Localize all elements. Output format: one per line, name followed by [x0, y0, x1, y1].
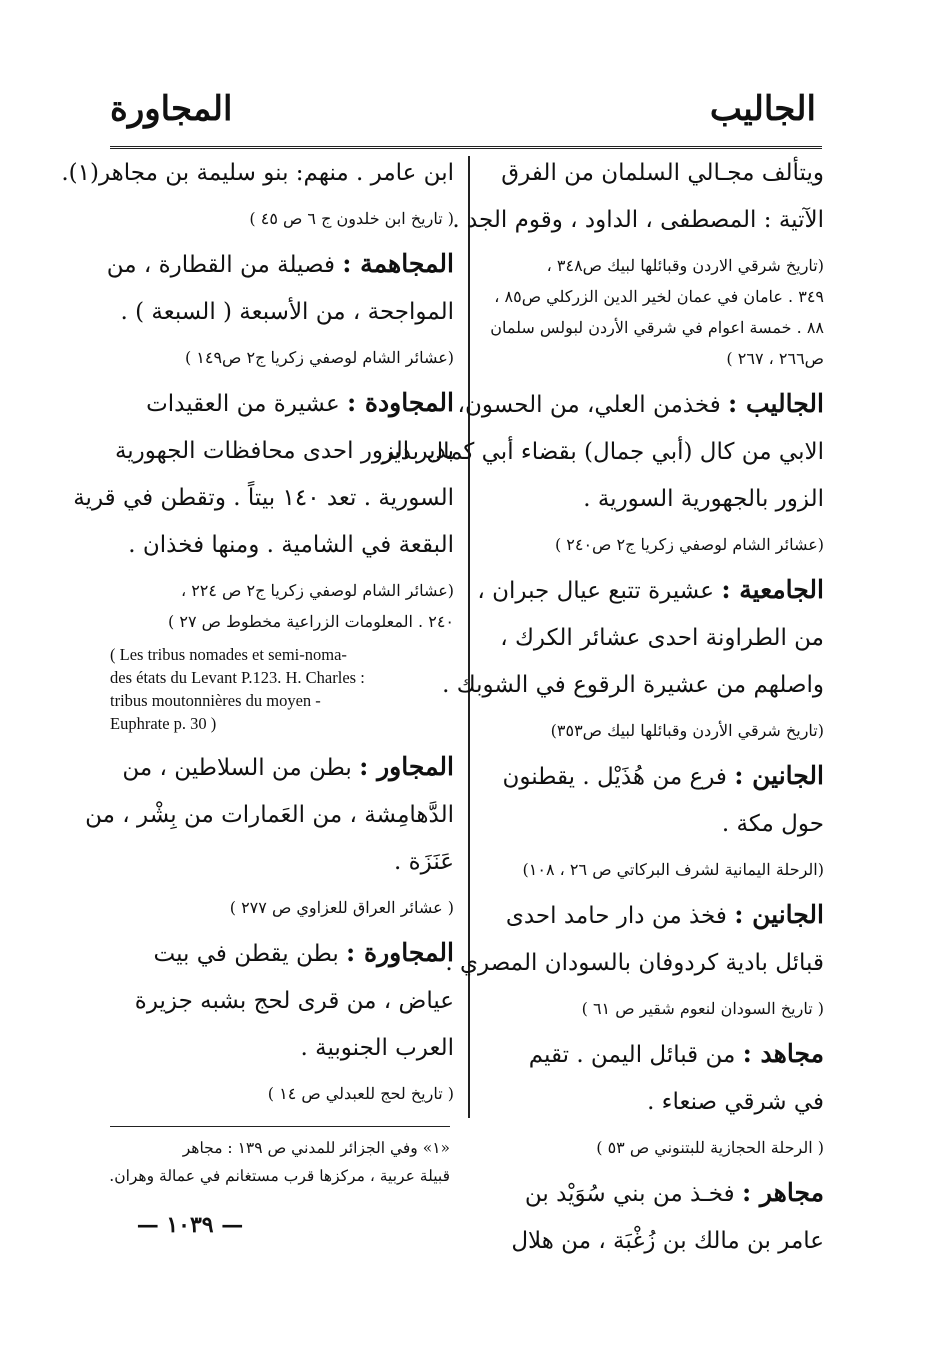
- text-line: عَنَزَة .: [393, 849, 454, 875]
- footnote: [110, 1134, 450, 1190]
- reference-line: des états du Levant P.123. H. Charles :: [110, 668, 365, 687]
- entry-heading: المجاهمة :: [342, 249, 454, 278]
- page-header-right: الجاليب: [709, 89, 816, 129]
- text-line: من قبائل اليمن . تقيم: [528, 1042, 736, 1068]
- entry-al-majawida: [73, 379, 454, 569]
- reference-line: ( عشائر العراق للعزاوي ص ٢٧٧ ): [229, 898, 454, 917]
- entry-al-janin-2: [445, 891, 824, 987]
- entry-heading: الجامعية :: [721, 575, 824, 604]
- reference-line: ٨٨ . خمسة اعوام في شرقي الأردن لبولس سلمان: [490, 318, 824, 337]
- reference-block: [488, 993, 824, 1024]
- text-line: العرب الجنوبية .: [300, 1035, 454, 1061]
- reference-line: (عشائر الشام لوصفي زكريا ج٢ ص ٢٢٤ ،: [180, 581, 454, 600]
- text-line: عشيرة تتبع عيال جبران ،: [477, 578, 715, 604]
- text-line: فخذ من دار حامد احدى: [505, 903, 727, 929]
- entry-al-majahima: [106, 240, 454, 336]
- entry-heading: مجاهد :: [742, 1039, 824, 1068]
- reference-line: ( تاريخ السودان لنعوم شقير ص ٦١ ): [581, 999, 824, 1018]
- reference-block: [110, 342, 454, 373]
- text-line: المواجحة ، من الأسبعة ( السبعة ) .: [120, 299, 454, 325]
- text-line: بدير الزور احدى محافظات الجهورية: [114, 438, 454, 464]
- text-line: الدَّهامِشة ، من العَمارات من بِشْر ، من: [85, 802, 454, 828]
- reference-line: tribus moutonnières du moyen -: [110, 691, 321, 710]
- text-line: فخـذ من بني سُوَيْد بن: [524, 1181, 735, 1207]
- text-line: عامر بن مالك بن زُغْبَة ، من هلال: [511, 1228, 824, 1254]
- text-line: من الطراونة احدى عشائر الكرك ،: [500, 625, 824, 651]
- text-line: ابن عامر . منهم: بنو سليمة بن مجاهر(١).: [61, 160, 454, 186]
- text-line: الزور بالجهورية السورية .: [583, 486, 824, 512]
- text-line: الآتية : المصطفى ، الداود ، وقوم الجد .: [452, 207, 824, 233]
- reference-line: ( Les tribus nomades et semi-noma-: [110, 645, 347, 664]
- text-line: حول مكة .: [721, 811, 824, 837]
- entry-heading: الجانين :: [734, 900, 824, 929]
- entry-mujahid: [488, 1030, 824, 1126]
- reference-block: [488, 854, 824, 885]
- text-line: البقعة في الشامية . ومنها فخذان .: [128, 532, 454, 558]
- text-line: بطن من السلاطين ، من: [122, 755, 352, 781]
- text-line: فخذمن العلي، من الحسون،: [457, 392, 721, 418]
- reference-line: (الرحلة اليمانية لشرف البركاتي ص ٢٦ ، ١٠٨): [522, 860, 824, 879]
- entry-heading: الجاليب :: [728, 389, 824, 418]
- left-column: [61, 150, 454, 1115]
- entry-al-janin-1: [488, 752, 824, 848]
- reference-block: [488, 1132, 824, 1163]
- header-divider: [110, 146, 822, 149]
- reference-block: [110, 1078, 454, 1109]
- entry-majali-continued: [452, 150, 824, 244]
- entry-al-jamiiya: [442, 566, 824, 709]
- reference-line: ( تاريخ لحج للعبدلي ص ١٤ ): [267, 1084, 454, 1103]
- text-line: فصيلة من القطارة ، من: [106, 252, 335, 278]
- reference-line: ( تاريخ ابن خلدون ج ٦ ص ٤٥ ): [249, 209, 454, 228]
- reference-block: [110, 892, 454, 923]
- french-reference: [110, 643, 454, 735]
- entry-heading: المجاور :: [359, 752, 454, 781]
- reference-line: (تاريخ شرقي الاردن وقبائلها لبيك ص٣٤٨ ،: [546, 256, 824, 275]
- page-number: — ١٠٣٩ —: [136, 1212, 244, 1238]
- text-line: في شرقي صنعاء .: [647, 1089, 824, 1115]
- reference-line: (عشائر الشام لوصفي زكريا ج٢ ص١٤٩ ): [184, 348, 454, 367]
- reference-line: ص٢٦٦ ، ٢٦٧ ): [726, 349, 824, 368]
- page-header-left: المجاورة: [110, 89, 233, 129]
- entry-mujahir-continued: [61, 150, 454, 197]
- entry-heading: المجاورة :: [346, 938, 454, 967]
- entry-heading: الجانين :: [734, 761, 824, 790]
- reference-block: [488, 529, 824, 560]
- reference-line: (عشائر الشام لوصفي زكريا ج٢ ص٢٤٠ ): [554, 535, 824, 554]
- reference-block: [110, 203, 454, 234]
- reference-line: Euphrate p. 30 ): [110, 714, 217, 733]
- entry-mujahir: [488, 1169, 824, 1265]
- text-line: قبائل بادية كردوفان بالسودان المصري .: [445, 950, 824, 976]
- text-line: بطن يقطن في بيت: [153, 941, 339, 967]
- footnote-line: «١» وفي الجزائر للمدني ص ١٣٩ : مجاهر: [182, 1139, 450, 1157]
- reference-line: ٢٤٠ . المعلومات الزراعية مخطوط ص ٢٧ ): [168, 612, 454, 631]
- reference-block: [488, 250, 824, 374]
- footnote-divider: [110, 1126, 450, 1127]
- text-line: الابي من كال (أبي جمال) بقضاء أبي كمال بدير: [381, 439, 824, 465]
- text-line: عشيرة من العقيدات: [146, 391, 340, 417]
- text-line: السورية . تعد ١٤٠ بيتاً . وتقطن في قرية: [73, 485, 454, 511]
- entry-al-mujawira: [110, 929, 454, 1072]
- footnote-line: قبيلة عربية ، مركزها قرب مستغانم في عمالة وهران.: [109, 1167, 450, 1185]
- reference-block: [110, 575, 454, 637]
- reference-block: [488, 715, 824, 746]
- entry-heading: مجاهر :: [741, 1178, 824, 1207]
- entry-heading: المجاودة :: [346, 388, 454, 417]
- text-line: ويتألف مجـالي السلمان من الفرق: [501, 160, 824, 186]
- text-line: واصلهم من عشيرة الرقوع في الشوبك .: [442, 672, 824, 698]
- reference-line: (تاريخ شرقي الأردن وقبائلها لبيك ص٣٥٣): [550, 721, 824, 740]
- entry-al-mujawir: [85, 743, 454, 886]
- reference-line: ٣٤٩ . عامان في عمان لخير الدين الزركلي ص٨٥ ،: [494, 287, 824, 306]
- text-line: عياض ، من قرى لحج بشبه جزيرة: [134, 988, 454, 1014]
- reference-line: ( الرحلة الحجازية للبتنوني ص ٥٣ ): [596, 1138, 824, 1157]
- text-line: فرع من هُذَيْل . يقطنون: [502, 764, 727, 790]
